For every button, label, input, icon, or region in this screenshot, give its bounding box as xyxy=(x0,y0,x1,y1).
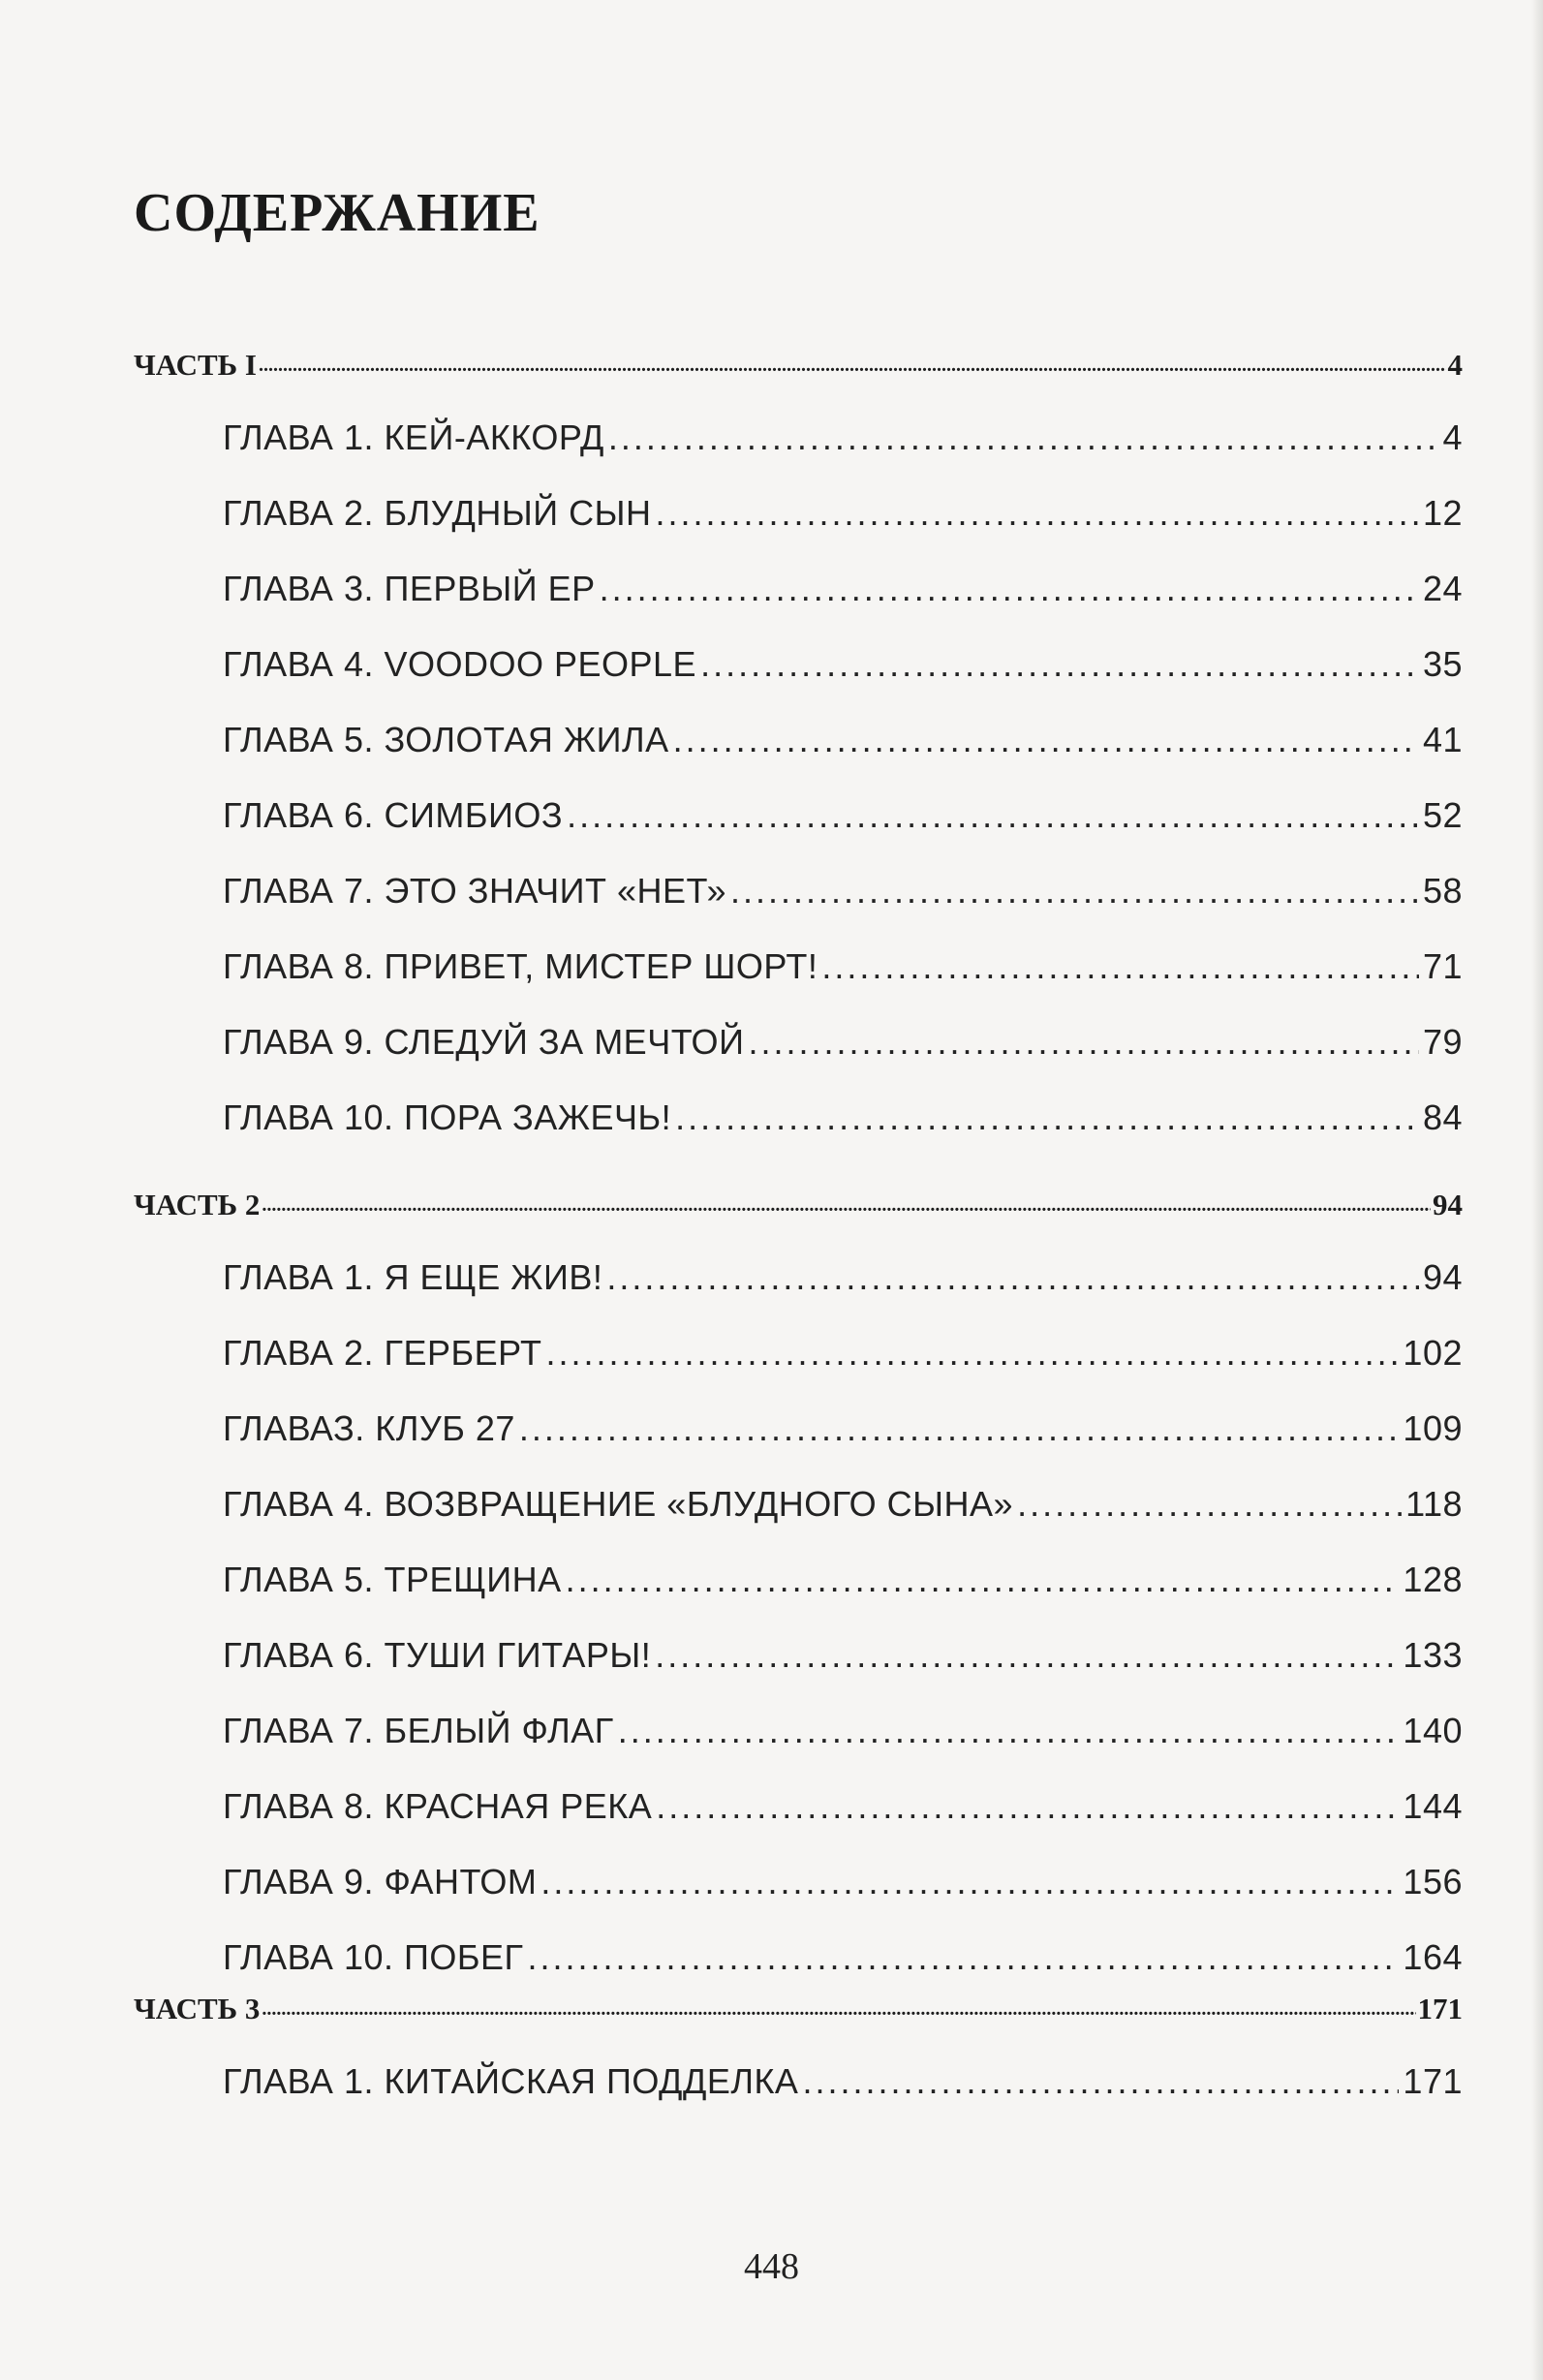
toc-entry-page: 52 xyxy=(1422,795,1463,835)
toc-entry-page: 164 xyxy=(1403,1937,1463,1977)
dot-leader xyxy=(546,1333,1400,1374)
toc-entry-page: 102 xyxy=(1403,1333,1463,1373)
toc-entry-title: ГЛАВА 6. ТУШИ ГИТАРЫ! xyxy=(223,1635,652,1675)
toc-entry-title: ГЛАВА 10. ПОБЕГ xyxy=(223,1937,524,1977)
toc-chapter-entry xyxy=(223,1631,1463,1676)
page-number: 448 xyxy=(744,2246,799,2287)
toc-chapter-entry xyxy=(223,716,1463,760)
dot-leader xyxy=(540,1862,1399,1902)
toc-entry-page: 94 xyxy=(1422,1257,1463,1297)
toc-chapter-entry xyxy=(223,1858,1463,1902)
toc-chapter-entry xyxy=(223,1556,1463,1600)
toc-entry-page: 140 xyxy=(1403,1711,1463,1750)
toc-part-entry xyxy=(134,1988,1463,2026)
toc-entry-page: 24 xyxy=(1422,569,1463,608)
toc-chapter-entry xyxy=(223,414,1463,458)
toc-chapter-entry xyxy=(223,1329,1463,1374)
toc-entry-title: ГЛАВА 4. VOODOO PEOPLE xyxy=(223,644,697,684)
toc-entry-title: ГЛАВА 2. БЛУДНЫЙ СЫН xyxy=(223,493,652,533)
toc-chapter-entry xyxy=(223,1707,1463,1751)
dot-leader xyxy=(655,493,1418,534)
dot-leader xyxy=(528,1937,1400,1978)
toc-entry-page: 35 xyxy=(1422,644,1463,684)
dot-leader xyxy=(259,344,1446,379)
dot-leader xyxy=(600,569,1419,609)
toc-entry-title: ГЛАВА 5. ЗОЛОТАЯ ЖИЛА xyxy=(223,720,669,759)
toc-entry-page: 144 xyxy=(1403,1786,1463,1826)
dot-leader xyxy=(700,644,1419,685)
dot-leader xyxy=(606,1257,1419,1298)
toc-entry-title: ГЛАВА 10. ПОРА ЗАЖЕЧЬ! xyxy=(223,1097,672,1137)
toc-entry-title: ГЛАВА 9. СЛЕДУЙ ЗА МЕЧТОЙ xyxy=(223,1022,745,1062)
toc-chapter-entry xyxy=(223,640,1463,685)
toc-entry-page: 94 xyxy=(1433,1188,1463,1221)
toc-entry-page: 58 xyxy=(1422,871,1463,911)
toc-entry-page: 12 xyxy=(1422,493,1463,533)
toc-entry-page: 171 xyxy=(1417,1992,1463,2025)
toc-chapter-entry xyxy=(223,943,1463,987)
toc-entry-page: 4 xyxy=(1442,417,1463,457)
toc-entry-page: 84 xyxy=(1422,1097,1463,1137)
toc-entry-title: ГЛАВА 7. БЕЛЫЙ ФЛАГ xyxy=(223,1711,614,1750)
toc-entry-title: ЧАСТЬ 2 xyxy=(134,1188,261,1221)
toc-entry-title: ГЛАВА 8. КРАСНАЯ РЕКА xyxy=(223,1786,653,1826)
toc-entry-title: ГЛАВА 1. Я ЕЩЕ ЖИВ! xyxy=(223,1257,603,1297)
toc-entry-page: 109 xyxy=(1403,1408,1463,1448)
toc-entry-page: 71 xyxy=(1422,946,1463,986)
page-title: СОДЕРЖАНИЕ xyxy=(134,183,540,243)
toc-chapter-entry xyxy=(223,1480,1463,1525)
toc-part-entry xyxy=(134,1184,1463,1222)
toc-chapter-entry xyxy=(223,1253,1463,1298)
dot-leader xyxy=(675,1097,1419,1138)
toc-entry-title: ГЛАВА 5. ТРЕЩИНА xyxy=(223,1560,562,1599)
toc-entry-title: ГЛАВА 1. КИТАЙСКАЯ ПОДДЕЛКА xyxy=(223,2061,799,2101)
page-edge xyxy=(1531,0,1543,2380)
toc-entry-title: ГЛАВА 2. ГЕРБЕРТ xyxy=(223,1333,542,1373)
toc-entry-page: 133 xyxy=(1403,1635,1463,1675)
toc-entry-page: 4 xyxy=(1447,348,1463,382)
toc-chapter-entry xyxy=(223,565,1463,609)
toc-chapter-entry xyxy=(223,1782,1463,1827)
toc-chapter-entry xyxy=(223,1405,1463,1449)
dot-leader xyxy=(656,1786,1399,1827)
toc-chapter-entry xyxy=(223,2057,1463,2102)
dot-leader xyxy=(262,1988,1415,2023)
toc-entry-page: 41 xyxy=(1422,720,1463,759)
dot-leader xyxy=(618,1711,1400,1751)
toc-chapter-entry xyxy=(223,489,1463,534)
dot-leader xyxy=(748,1022,1419,1063)
dot-leader xyxy=(608,417,1439,458)
toc-entry-page: 171 xyxy=(1403,2061,1463,2101)
toc-entry-title: ГЛАВА 4. ВОЗВРАЩЕНИЕ «БЛУДНОГО СЫНА» xyxy=(223,1484,1014,1524)
toc-entry-title: ЧАСТЬ I xyxy=(134,348,257,382)
toc-entry-title: ГЛАВА 9. ФАНТОМ xyxy=(223,1862,538,1901)
dot-leader xyxy=(730,871,1419,912)
toc-entry-page: 118 xyxy=(1405,1484,1463,1524)
toc-entry-title: ГЛАВАЗ. КЛУБ 27 xyxy=(223,1408,515,1448)
toc-entry-title: ГЛАВА 8. ПРИВЕТ, МИСТЕР ШОРТ! xyxy=(223,946,818,986)
toc-entry-title: ГЛАВА 7. ЭТО ЗНАЧИТ «НЕТ» xyxy=(223,871,726,911)
toc-chapter-entry xyxy=(223,1018,1463,1063)
dot-leader xyxy=(1017,1484,1402,1525)
toc-entry-page: 79 xyxy=(1422,1022,1463,1062)
toc-chapter-entry xyxy=(223,1094,1463,1138)
toc-chapter-entry xyxy=(223,1933,1463,1978)
dot-leader xyxy=(566,1560,1400,1600)
toc-chapter-entry xyxy=(223,867,1463,912)
toc-part-entry xyxy=(134,344,1463,383)
dot-leader xyxy=(567,795,1419,836)
dot-leader xyxy=(519,1408,1400,1449)
dot-leader xyxy=(655,1635,1399,1676)
toc-entry-title: ГЛАВА 6. СИМБИОЗ xyxy=(223,795,564,835)
toc-entry-title: ГЛАВА 3. ПЕРВЫЙ ЕР xyxy=(223,569,596,608)
toc-chapter-entry xyxy=(223,791,1463,836)
toc-entry-title: ЧАСТЬ 3 xyxy=(134,1992,261,2025)
toc-entry-page: 128 xyxy=(1403,1560,1463,1599)
toc-entry-page: 156 xyxy=(1403,1862,1463,1901)
dot-leader xyxy=(802,2061,1399,2102)
toc-entry-title: ГЛАВА 1. КЕЙ-АККОРД xyxy=(223,417,604,457)
dot-leader xyxy=(821,946,1419,987)
dot-leader xyxy=(673,720,1419,760)
dot-leader xyxy=(262,1184,1431,1219)
